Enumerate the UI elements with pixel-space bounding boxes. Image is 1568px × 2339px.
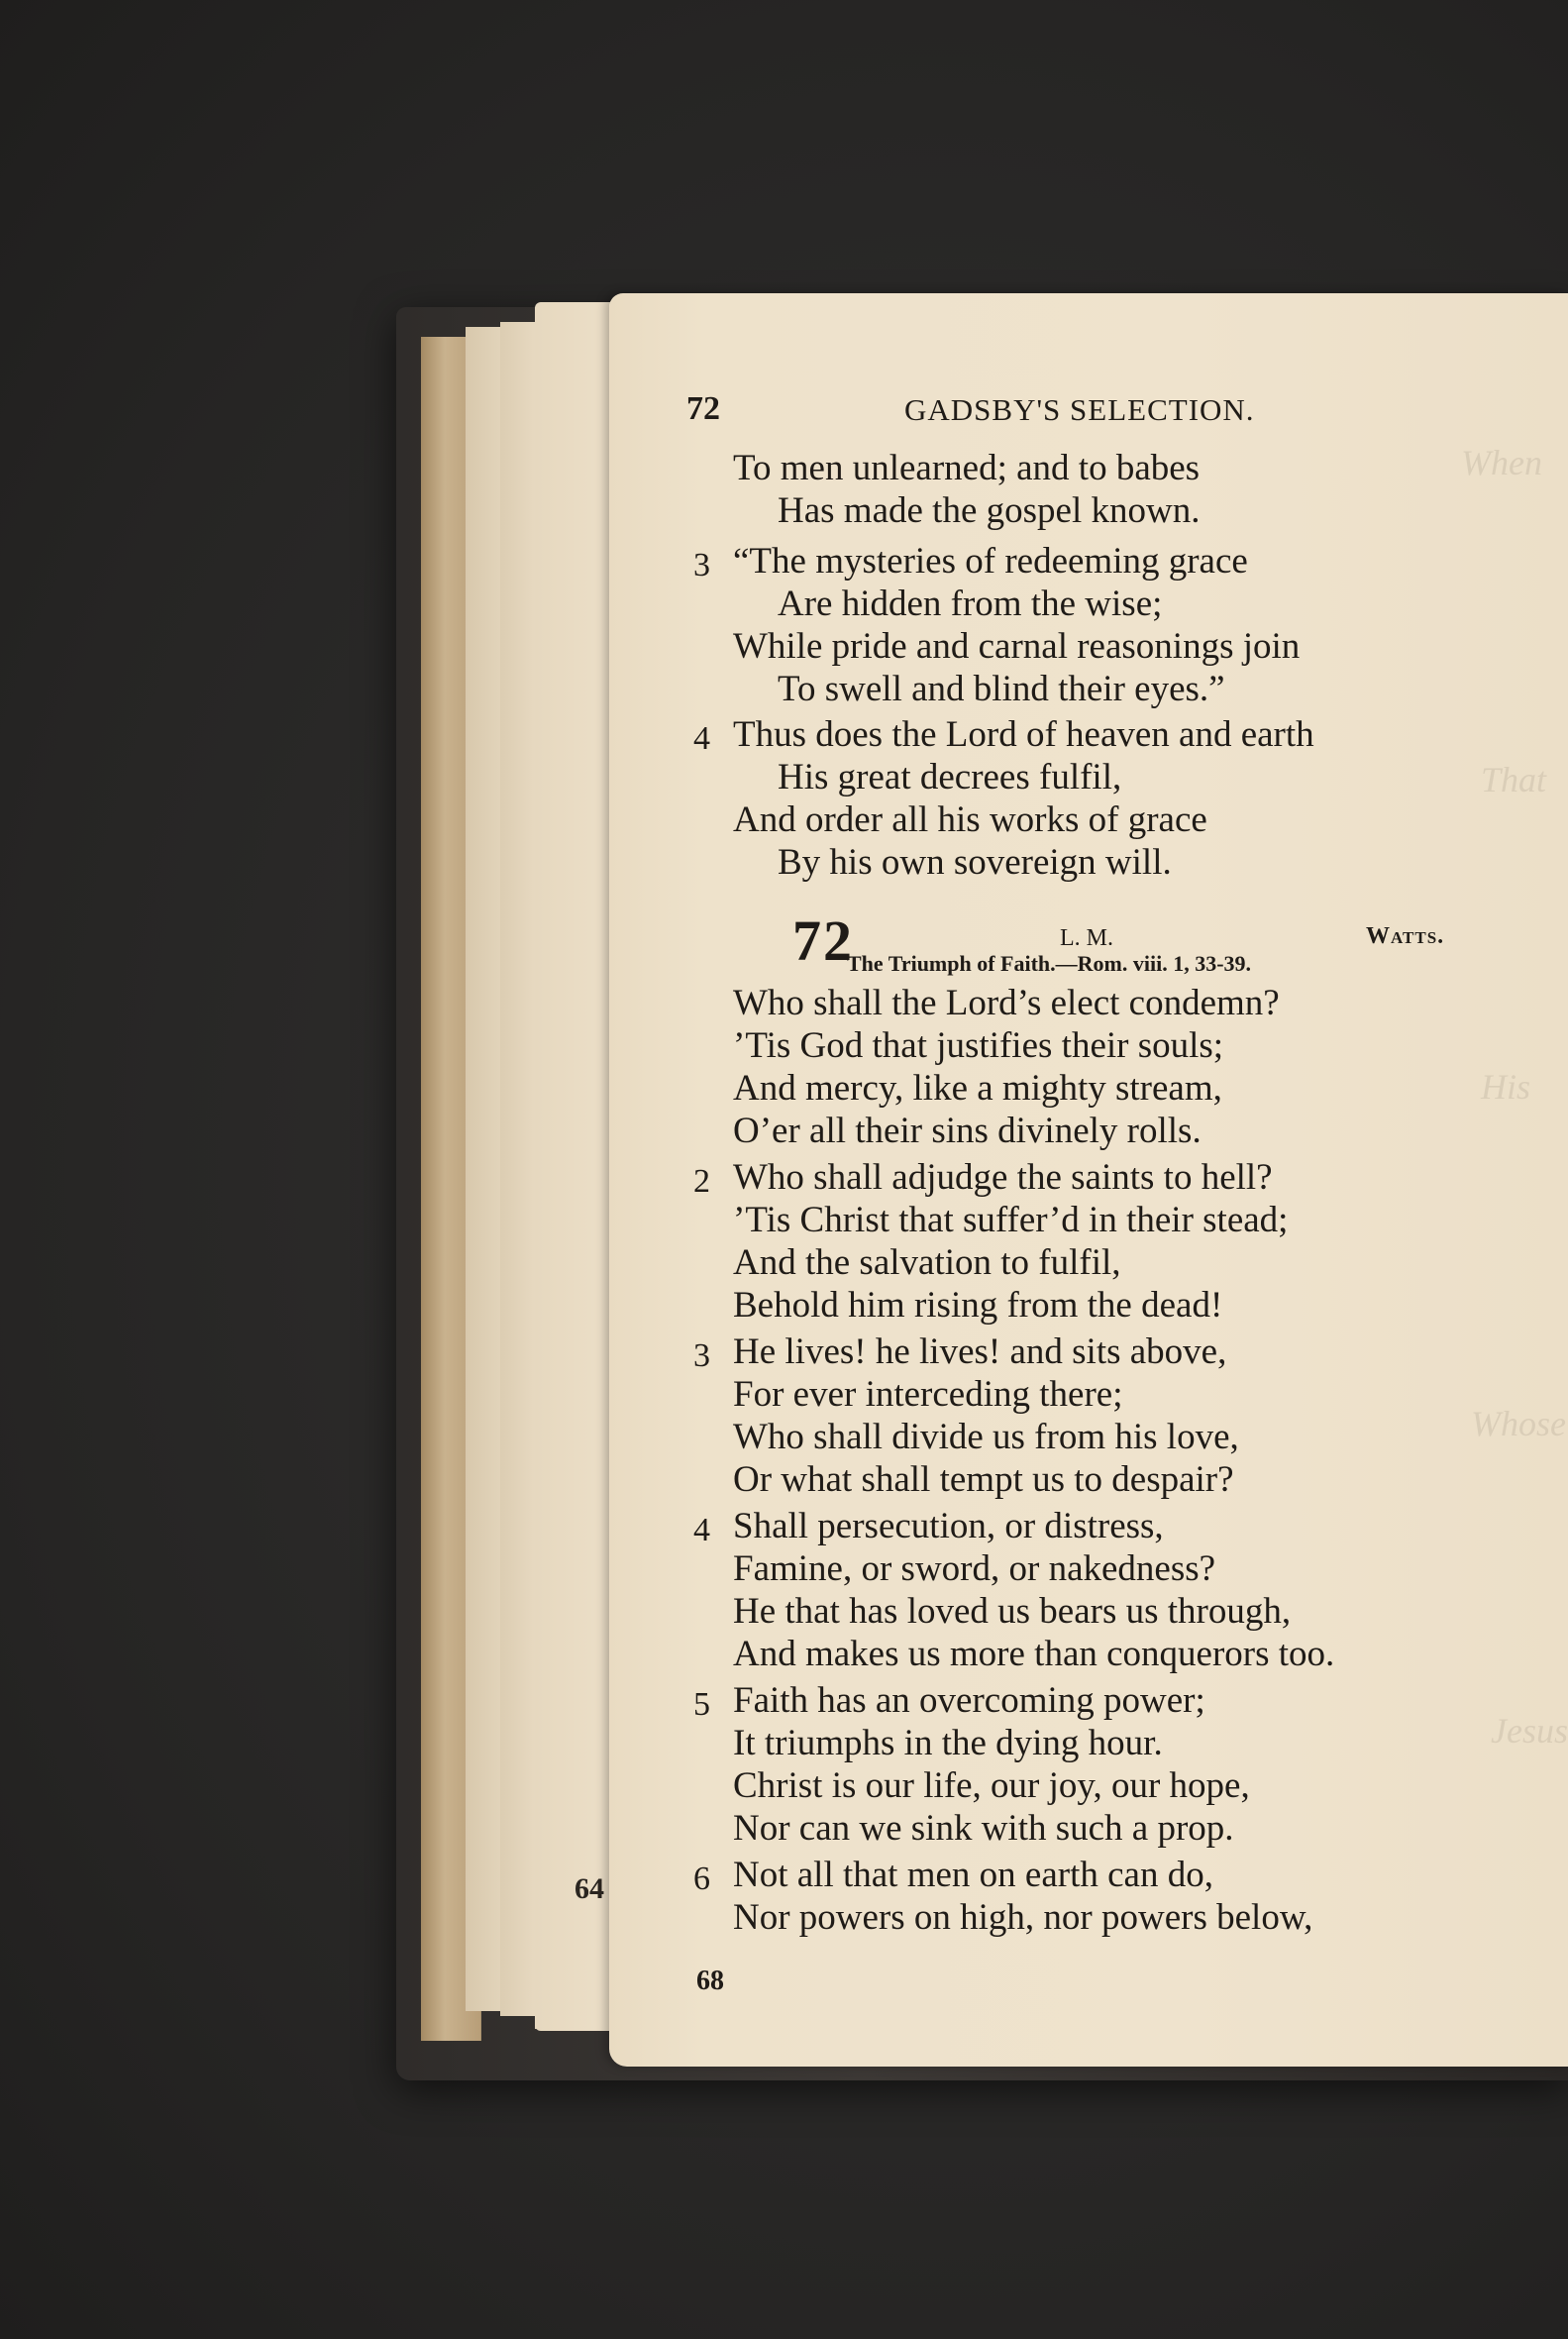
hymn-number: 72: [792, 908, 854, 973]
running-title: GADSBY'S SELECTION.: [904, 392, 1255, 427]
verse-line: To swell and blind their eyes.”: [778, 669, 1225, 709]
verse-line: By his own sovereign will.: [778, 842, 1172, 883]
verse-line: Or what shall tempt us to despair?: [733, 1459, 1234, 1500]
right-page: [609, 293, 1568, 2067]
verse-line: For ever interceding there;: [733, 1374, 1123, 1415]
verse-line: “The mysteries of redeeming grace: [733, 541, 1248, 582]
verse-line: Are hidden from the wise;: [778, 584, 1163, 624]
verse-line: It triumphs in the dying hour.: [733, 1723, 1163, 1763]
verse-line: Famine, or sword, or nakedness?: [733, 1548, 1216, 1589]
verse-number: 2: [693, 1163, 710, 1200]
verse-line: Christ is our life, our joy, our hope,: [733, 1765, 1250, 1806]
verse-line: And makes us more than conquerors too.: [733, 1634, 1335, 1674]
running-head: [686, 390, 1568, 430]
verse-line: Behold him rising from the dead!: [733, 1285, 1223, 1326]
verse-number: 6: [693, 1861, 710, 1897]
verse-line: Thus does the Lord of heaven and earth: [733, 714, 1314, 755]
verse-line: And mercy, like a mighty stream,: [733, 1068, 1222, 1109]
page-number: 72: [686, 390, 720, 427]
verse-line: And the salvation to fulfil,: [733, 1242, 1121, 1283]
verse-line: While pride and carnal reasonings join: [733, 626, 1301, 667]
left-page: [535, 302, 614, 2031]
verse-line: Nor can we sink with such a prop.: [733, 1808, 1234, 1849]
left-page-number: 64: [575, 1872, 604, 1905]
verse-line: ’Tis Christ that suffer’d in their stead;: [733, 1200, 1289, 1240]
verse-line: Who shall divide us from his love,: [733, 1417, 1239, 1457]
verse-line: O’er all their sins divinely rolls.: [733, 1111, 1202, 1151]
page-content: [609, 293, 1568, 2067]
show-through-text: His: [1481, 1067, 1531, 1107]
show-through-text: Whose: [1471, 1404, 1566, 1443]
verse-number: 5: [693, 1686, 710, 1723]
verse-line: Who shall the Lord’s elect condemn?: [733, 983, 1280, 1023]
verse-line: ’Tis God that justifies their souls;: [733, 1025, 1224, 1066]
verse-number: 3: [693, 1337, 710, 1374]
hymn-author: Watts.: [1366, 923, 1445, 949]
verse-line: He lives! he lives! and sits above,: [733, 1331, 1227, 1372]
verse-line: And order all his works of grace: [733, 799, 1207, 840]
hymn-subtitle: The Triumph of Faith.—Rom. viii. 1, 33-39.: [847, 951, 1252, 976]
show-through-text: When: [1461, 443, 1542, 482]
verse-line: Has made the gospel known.: [778, 490, 1201, 531]
verse-line: Shall persecution, or distress,: [733, 1506, 1164, 1546]
verse-line: Nor powers on high, nor powers below,: [733, 1897, 1313, 1938]
hymn-meter: L. M.: [1060, 925, 1113, 951]
verse-line: His great decrees fulfil,: [778, 757, 1122, 797]
verse-line: He that has loved us bears us through,: [733, 1591, 1292, 1632]
show-through-text: Jesus: [1491, 1711, 1568, 1751]
verse-line: Faith has an overcoming power;: [733, 1680, 1205, 1721]
verse-number: 4: [693, 1512, 710, 1548]
verse-line: Not all that men on earth can do,: [733, 1855, 1213, 1895]
signature-mark: 68: [696, 1966, 724, 1996]
verse-number: 3: [693, 547, 710, 584]
show-through-text: That: [1481, 760, 1547, 799]
verse-line: To men unlearned; and to babes: [733, 448, 1201, 488]
verse-number: 4: [693, 720, 710, 757]
verse-line: Who shall adjudge the saints to hell?: [733, 1157, 1273, 1198]
